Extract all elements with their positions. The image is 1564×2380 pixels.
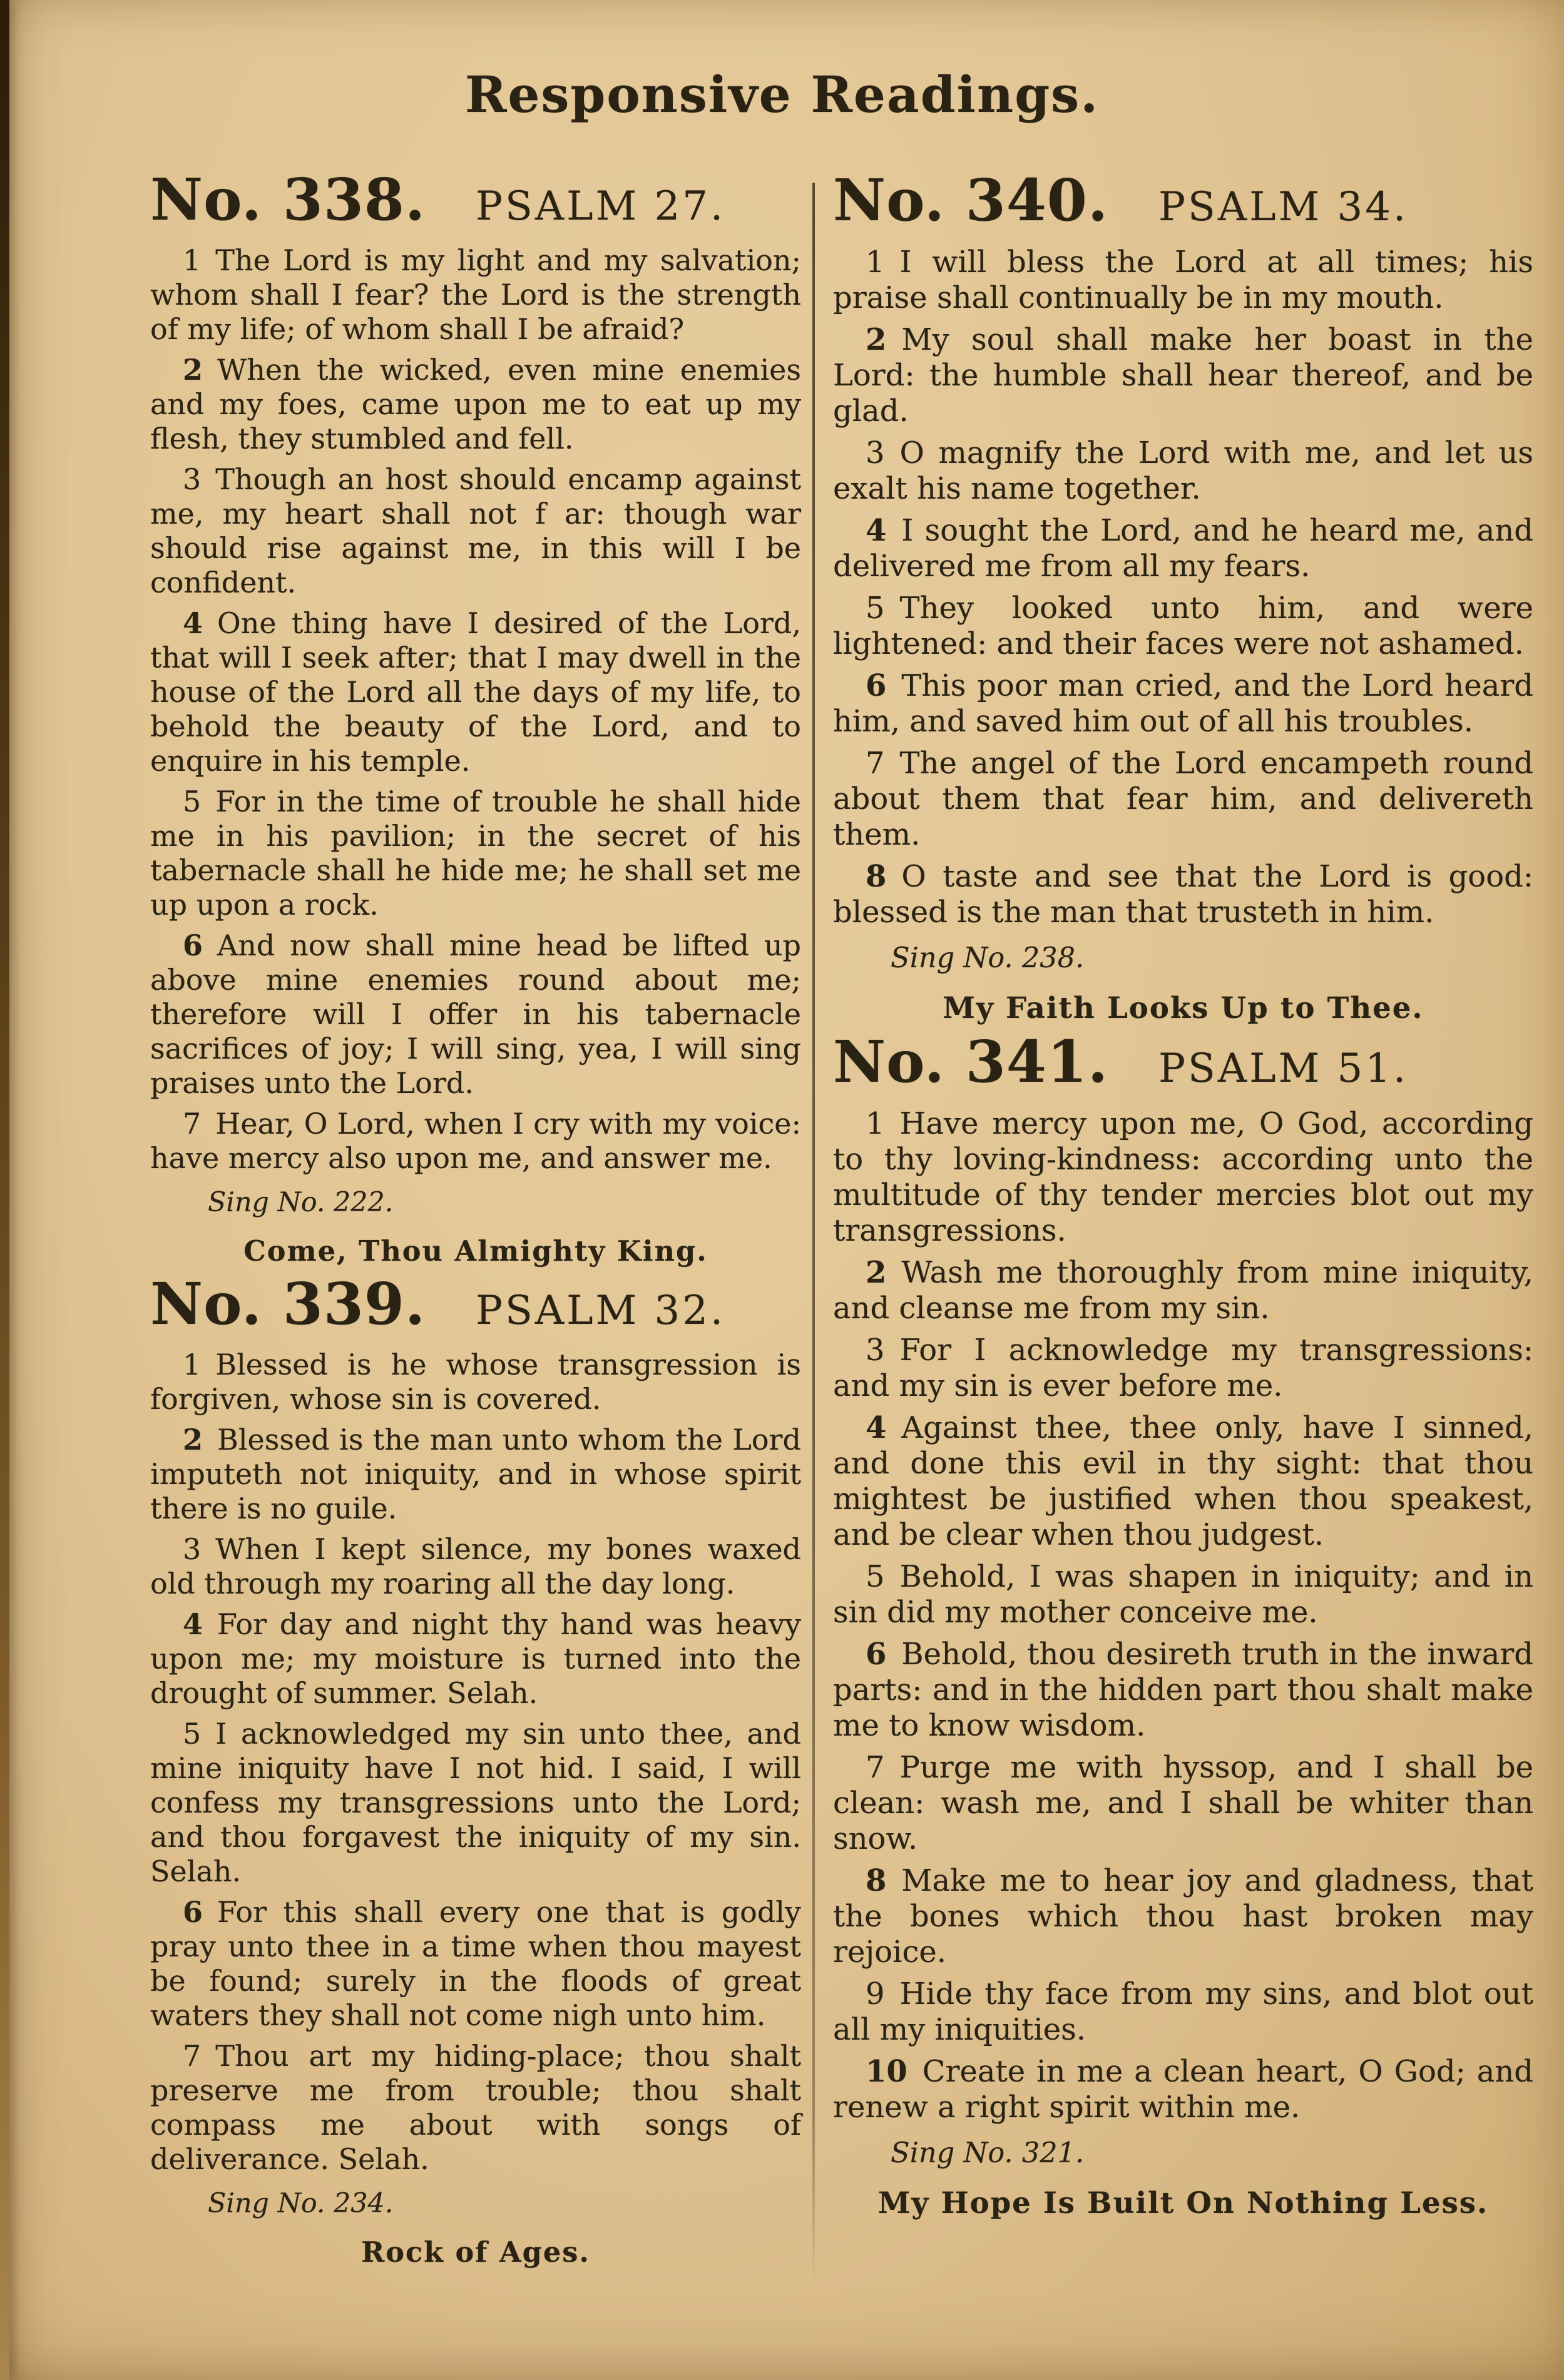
verse	[833, 1750, 1533, 1857]
section-header	[150, 1270, 801, 1338]
verse-text: When I kept silence, my bones waxed old through my roaring all the day long.	[150, 1532, 801, 1600]
verse	[833, 1106, 1533, 1249]
verse	[833, 245, 1533, 316]
verse-number: 2	[183, 1423, 203, 1457]
verse-number: 3	[183, 1532, 202, 1566]
verse	[150, 1107, 801, 1176]
verse	[833, 668, 1533, 740]
verse-number: 4	[866, 513, 887, 548]
verse-number: 7	[866, 1750, 885, 1785]
verse-number: 6	[183, 928, 203, 962]
verse-text: Thou art my hiding-place; thou shalt preserve me from trouble; thou shalt compass me about with songs of deliverance. Selah.	[150, 2039, 801, 2176]
verse	[150, 1717, 801, 1889]
verse-text: Wash me thoroughly from mine iniquity, and cleanse me from my sin.	[833, 1255, 1533, 1326]
verse-number: 8	[866, 1863, 887, 1898]
verse	[150, 353, 801, 456]
verse-text: Blessed is the man unto whom the Lord imputeth not iniquity, and in whose spirit there is no guile.	[150, 1423, 801, 1525]
hymn-title: Come, Thou Almighty King.	[243, 1234, 708, 1268]
verse-text: O magnify the Lord with me, and let us exalt his name together.	[833, 435, 1533, 506]
verse	[833, 1863, 1533, 1970]
verse	[833, 591, 1533, 662]
page-title: Responsive Readings.	[464, 65, 1100, 124]
section-number: No. 339.	[150, 1270, 426, 1338]
verse	[833, 1637, 1533, 1744]
section-header	[833, 1028, 1533, 1096]
verse-text: For I acknowledge my transgressions: and my sin is ever before me.	[833, 1333, 1533, 1403]
verse-text: I will bless the Lord at all times; his praise shall continually be in my mouth.	[833, 245, 1533, 315]
verse	[833, 322, 1533, 429]
verse	[833, 513, 1533, 584]
verse-text: Though an host should encamp against me, my heart shall not f ar: though war should rise against me, in this will I be confident.	[150, 462, 801, 599]
verse	[833, 746, 1533, 853]
verse	[833, 1976, 1533, 2048]
verse-number: 1	[866, 245, 885, 280]
verse	[833, 1255, 1533, 1326]
verse-text: I acknowledged my sin unto thee, and mine iniquity have I not hid. I said, I will confess my transgressions unto the Lord; and thou forgavest the iniquity of my sin. Selah.	[150, 1717, 801, 1888]
verse-number: 6	[866, 1637, 887, 1672]
verse-number: 7	[183, 1107, 202, 1141]
verse	[833, 1410, 1533, 1553]
verse	[150, 1423, 801, 1526]
verse	[150, 1895, 801, 2033]
verse-text: O taste and see that the Lord is good: blessed is the man that trusteth in him.	[833, 859, 1533, 930]
verse	[150, 1607, 801, 1711]
verse-number: 8	[866, 859, 887, 894]
verse-number: 7	[866, 746, 885, 781]
verse-text: Behold, I was shapen in iniquity; and in sin did my mother conceive me.	[833, 1559, 1533, 1630]
verse-text: Behold, thou desireth truth in the inward parts: and in the hidden part thou shalt make me to know wisdom.	[833, 1637, 1533, 1743]
verse-number: 2	[866, 1255, 887, 1290]
sing-note: Sing No. 222.	[208, 1187, 394, 1218]
verse	[150, 1532, 801, 1601]
section-header	[150, 166, 801, 233]
verse	[150, 462, 801, 600]
verse-number: 5	[866, 591, 885, 626]
verse	[150, 243, 801, 347]
verse-number: 7	[183, 2039, 202, 2073]
psalm-reference: PSALM 32.	[475, 1288, 726, 1334]
verse	[833, 1333, 1533, 1404]
verse-number: 1	[866, 1106, 885, 1141]
psalm-reference: PSALM 27.	[475, 183, 726, 230]
verse-text: Have mercy upon me, O God, according to thy loving-kindness: according unto the multitude of thy tender mercies blot out my transgressions.	[833, 1106, 1533, 1248]
verse-number: 4	[866, 1410, 887, 1445]
section-header	[833, 166, 1533, 234]
verse-text: They looked unto him, and were lightened: and their faces were not ashamed.	[833, 591, 1533, 661]
verse-text: And now shall mine head be lifted up above mine enemies round about me; therefore will I offer in his tabernacle sacrifices of joy; I will sing, yea, I will sing praises unto the Lord.	[150, 928, 801, 1100]
verse-number: 10	[866, 2054, 907, 2089]
right-column	[833, 166, 1533, 2225]
verse	[833, 859, 1533, 930]
verse-number: 5	[183, 1717, 202, 1751]
verse	[833, 2054, 1533, 2125]
verse-number: 3	[866, 1333, 885, 1368]
verse-text: Against thee, thee only, have I sinned, and done this evil in thy sight: that thou mightest be justified when thou speakest, and be clear when thou judgest.	[833, 1410, 1533, 1552]
left-column	[150, 166, 801, 2274]
psalm-section	[833, 1028, 1533, 2220]
verse-number: 3	[866, 435, 885, 470]
column-divider-rule	[812, 183, 815, 2285]
verse	[833, 435, 1533, 507]
verse-number: 5	[866, 1559, 885, 1594]
verse-text: Hide thy face from my sins, and blot out all my iniquities.	[833, 1976, 1533, 2047]
sing-note: Sing No. 238.	[891, 942, 1085, 974]
verse-text: One thing have I desired of the Lord, that will I seek after; that I may dwell in the house of the Lord all the days of my life, to behold the beauty of the Lord, and to enquire in his temple.	[150, 606, 801, 778]
verse-text: I sought the Lord, and he heard me, and delivered me from all my fears.	[833, 513, 1533, 584]
verse	[150, 606, 801, 778]
verse-text: Hear, O Lord, when I cry with my voice: have mercy also upon me, and answer me.	[150, 1107, 801, 1175]
psalm-section	[150, 166, 801, 1268]
verse-text: When the wicked, even mine enemies and my foes, came upon me to eat up my flesh, they stumbled and fell.	[150, 353, 801, 455]
verse-number: 1	[183, 243, 202, 277]
verse	[833, 1559, 1533, 1630]
verse-text: The angel of the Lord encampeth round about them that fear him, and delivereth them.	[833, 746, 1533, 852]
verse	[150, 2039, 801, 2177]
verse-text: This poor man cried, and the Lord heard him, and saved him out of all his troubles.	[833, 668, 1533, 739]
verse	[150, 1348, 801, 1416]
verse-text: For in the time of trouble he shall hide me in his pavilion; in the secret of his tabernacle shall he hide me; he shall set me up upon a rock.	[150, 785, 801, 922]
section-number: No. 341.	[833, 1028, 1108, 1096]
verse-text: My soul shall make her boast in the Lord: the humble shall hear thereof, and be glad.	[833, 322, 1533, 429]
verse-number: 2	[866, 322, 887, 357]
psalm-section	[833, 166, 1533, 1025]
psalm-section	[150, 1270, 801, 2269]
section-number: No. 338.	[150, 166, 426, 233]
sing-note: Sing No. 234.	[208, 2188, 394, 2219]
verse-number: 1	[183, 1348, 202, 1381]
verse-number: 6	[866, 668, 887, 703]
verse-text: Create in me a clean heart, O God; and renew a right spirit within me.	[833, 2054, 1533, 2125]
psalm-reference: PSALM 51.	[1158, 1045, 1409, 1092]
verse-number: 4	[183, 1607, 203, 1641]
verse-text: Purge me with hyssop, and I shall be clean: wash me, and I shall be whiter than snow.	[833, 1750, 1533, 1856]
verse-number: 3	[183, 462, 202, 496]
verse-text: For this shall every one that is godly pray unto thee in a time when thou mayest be found; surely in the floods of great waters they shall not come nigh unto him.	[150, 1895, 801, 2032]
verse-text: Make me to hear joy and gladness, that the bones which thou hast broken may rejoice.	[833, 1863, 1533, 1970]
hymn-title: My Faith Looks Up to Thee.	[943, 990, 1424, 1025]
verse	[150, 785, 801, 922]
verse-text: The Lord is my light and my salvation; whom shall I fear? the Lord is the strength of my life; of whom shall I be afraid?	[150, 243, 801, 346]
verse-number: 2	[183, 353, 203, 387]
verse-number: 4	[183, 606, 203, 640]
hymn-title: Rock of Ages.	[361, 2235, 590, 2269]
sing-note: Sing No. 321.	[891, 2137, 1085, 2169]
verse-text: For day and night thy hand was heavy upon me; my moisture is turned into the drought of summer. Selah.	[150, 1607, 801, 1710]
page-left-edge	[0, 0, 9, 2380]
verse	[150, 928, 801, 1101]
verse-number: 9	[866, 1976, 885, 2011]
text-columns	[150, 166, 1533, 2285]
verse-text: Blessed is he whose transgression is forgiven, whose sin is covered.	[150, 1348, 801, 1416]
section-number: No. 340.	[833, 166, 1108, 234]
verse-number: 6	[183, 1895, 203, 1929]
verse-number: 5	[183, 785, 202, 818]
hymn-title: My Hope Is Built On Nothing Less.	[877, 2185, 1489, 2220]
psalm-reference: PSALM 34.	[1158, 184, 1409, 230]
